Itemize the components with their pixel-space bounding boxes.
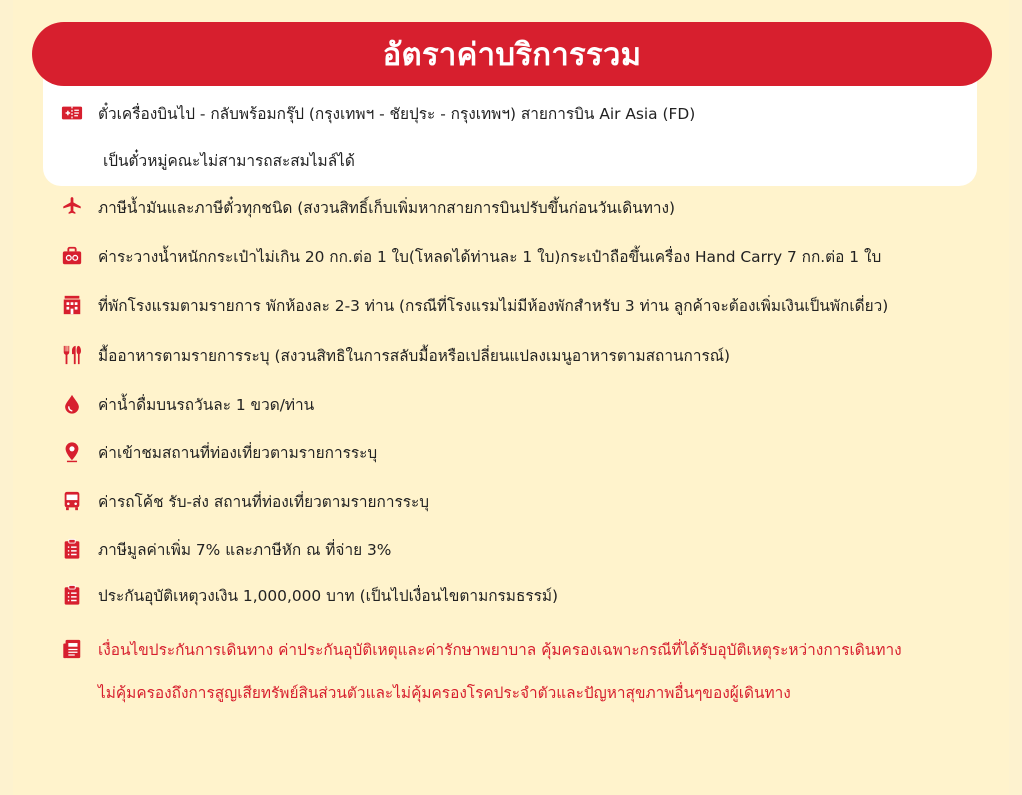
item-text: ภาษีมูลค่าเพิ่ม 7% และภาษีหัก ณ ที่จ่าย 3% — [98, 540, 392, 559]
included-item-flight-ticket — [60, 98, 695, 128]
included-item-taxes — [60, 192, 675, 222]
included-item-drinking-water — [60, 389, 314, 419]
item-text: ตั๋วเครื่องบินไป - กลับพร้อมกรุ๊ป (กรุงเทพฯ - ชัยปุระ - กรุงเทพฯ) สายการบิน Air Asia (FD) — [98, 104, 696, 123]
item-text: ที่พักโรงแรมตามรายการ พักห้องละ 2-3 ท่าน (กรณีที่โรงแรมไม่มีห้องพักสำหรับ 3 ท่าน ลูกค้าจะต้องเพิ่มเงินเป็นพักเดี่ยว) — [98, 296, 889, 315]
included-item-baggage — [60, 241, 881, 271]
item-text: ประกันอุบัติเหตุวงเงิน 1,000,000 บาท (เป็นไปเงื่อนไขตามกรมธรรม์) — [98, 586, 559, 605]
item-subtext: เป็นตั๋วหมู่คณะไม่สามารถสะสมไมล์ได้ — [103, 152, 355, 170]
included-item-admission — [60, 437, 377, 467]
item-text: มื้ออาหารตามรายการระบุ (สงวนสิทธิในการสลับมื้อหรือเปลี่ยนแปลงเมนูอาหารตามสถานการณ์) — [98, 346, 731, 365]
water-drop-icon — [60, 392, 84, 416]
item-text: ค่ารถโค้ช รับ-ส่ง สถานที่ท่องเที่ยวตามรายการระบุ — [98, 492, 430, 511]
item-text: ภาษีน้ำมันและภาษีตั๋วทุกชนิด (สงวนสิทธิ์เก็บเพิ่มหากสายการบินปรับขึ้นก่อนวันเดินทาง) — [98, 198, 676, 217]
included-item-hotel — [60, 290, 888, 320]
title-banner — [32, 22, 992, 86]
utensils-icon — [60, 343, 84, 367]
item-text: ค่าระวางน้ำหนักกระเป๋าไม่เกิน 20 กก.ต่อ 1 ใบ(โหลดได้ท่านละ 1 ใบ)กระเป๋าถือขึ้นเครื่อง Hand Carry 7 กก.ต่อ 1 ใบ — [98, 247, 882, 266]
hotel-icon — [60, 293, 84, 317]
item-text: ค่าน้ำดื่มบนรถวันละ 1 ขวด/ท่าน — [98, 395, 315, 414]
clipboard-icon — [60, 537, 84, 561]
included-item-meals — [60, 340, 730, 370]
conditions-line-2: ไม่คุ้มครองถึงการสูญเสียทรัพย์สินส่วนตัวและไม่คุ้มครองโรคประจำตัวและปัญหาสุขภาพอื่นๆของผู้เดินทาง — [98, 684, 791, 702]
ticket-icon — [60, 101, 84, 125]
included-item-vat — [60, 534, 391, 564]
conditions-line-1: เงื่อนไขประกันการเดินทาง ค่าประกันอุบัติเหตุและค่ารักษาพยาบาล คุ้มครองเฉพาะกรณีที่ได้รับอุบัติเหตุระหว่างการเดินทาง — [98, 640, 902, 659]
included-item-insurance — [60, 580, 558, 610]
location-pin-icon — [60, 440, 84, 464]
airplane-icon — [60, 195, 84, 219]
clipboard-icon — [60, 583, 84, 607]
insurance-conditions — [60, 634, 902, 664]
item-text: ค่าเข้าชมสถานที่ท่องเที่ยวตามรายการระบุ — [98, 443, 378, 462]
luggage-icon — [60, 244, 84, 268]
included-item-coach — [60, 486, 429, 516]
page-title: อัตราค่าบริการรวม — [382, 37, 642, 73]
document-icon — [60, 637, 84, 661]
bus-icon — [60, 489, 84, 513]
